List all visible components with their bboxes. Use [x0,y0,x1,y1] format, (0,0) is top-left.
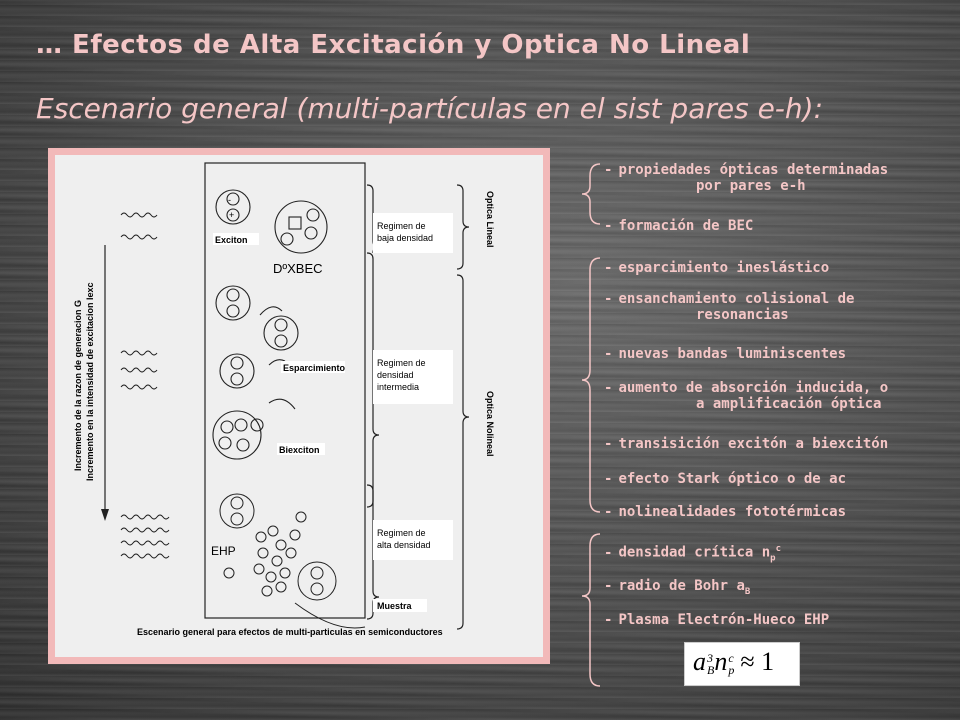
bracket-lineal [457,185,469,269]
esparcimiento-label: Esparcimiento [283,363,346,373]
bullet-nonlinear-1: - esparcimiento ineslástico [604,260,830,276]
axis-label-generacion: Incremento de la razon de generacion G [73,299,83,471]
excitation-waves [121,213,169,558]
label-inter-2: densidad [377,370,414,380]
bullet-nonlinear-7: - nolinealidades fototérmicas [604,504,847,520]
bracket-nolineal [457,275,469,629]
label-optica-nolineal: Optica Nolineal [485,391,495,457]
formula-sup1: 3 [707,651,713,666]
dxbec-particle [275,201,327,253]
slide-subtitle: Escenario general (multi-partículas en el sist pares e-h): [36,92,824,125]
label-baja-1: Regimen de [377,221,426,231]
bullet-high-1: - densidad crítica $n_p^c$ [604,544,781,564]
formula-n: n [714,647,728,676]
bullet-linear-1: - propiedades ópticas determinadas por pares e-h [604,162,889,194]
bullet-high-3: - Plasma Electrón-Hueco EHP [604,612,830,628]
dxbec-label: DºXBEC [273,261,323,276]
figure-image [55,155,543,657]
schematic-diagram [55,155,543,657]
brace-high [582,534,600,686]
bullet-nonlinear-4: - aumento de absorción inducida, o a amplificación óptica [604,380,889,412]
biexciton-label: Biexciton [279,445,320,455]
intensity-arrowhead [101,509,109,521]
label-inter-3: intermedia [377,382,420,392]
exciton-plus: + [229,210,235,220]
ehp-particles [220,494,365,628]
bullet-nonlinear-3: - nuevas bandas luminiscentes [604,346,847,362]
formula-a: a [693,647,706,676]
label-alta-1: Regimen de [377,528,426,538]
figure-frame [48,148,550,664]
muestra-label: Muestra [377,601,412,611]
exciton-label: Exciton [215,235,248,245]
axis-label-intensidad: Incremento en la intensidad de excitacion Iexc [85,282,95,481]
brace-linear [582,164,600,224]
label-inter-1: Regimen de [377,358,426,368]
ehp-label: EHP [211,544,236,558]
criterion-formula [684,642,800,686]
label-baja-2: baja densidad [377,233,434,243]
bullet-nonlinear-6: - efecto Stark óptico o de ac [604,471,847,487]
bullet-nonlinear-5: - transisición excitón a biexcitón [604,436,889,452]
formula-sup2: c [728,651,734,666]
brace-nonlinear [582,258,600,512]
formula-sub1: B [707,663,715,678]
bullet-linear-2: - formación de BEC [604,218,754,234]
figure-caption: Escenario general para efectos de multi-particulas en semiconductores [137,627,443,637]
label-alta-2: alta densidad [377,540,431,550]
bullet-high-2: - radio de Bohr $a_B$ [604,578,751,597]
formula-rel: ≈ 1 [740,647,775,676]
formula-sub2: p [728,663,735,678]
slide-title: … Efectos de Alta Excitación y Optica No Lineal [36,30,751,60]
label-optica-lineal: Optica Lineal [485,191,495,248]
bullet-nonlinear-2: - ensanchamiento colisional de resonancias [604,291,855,323]
exciton-minus: - [228,195,231,205]
